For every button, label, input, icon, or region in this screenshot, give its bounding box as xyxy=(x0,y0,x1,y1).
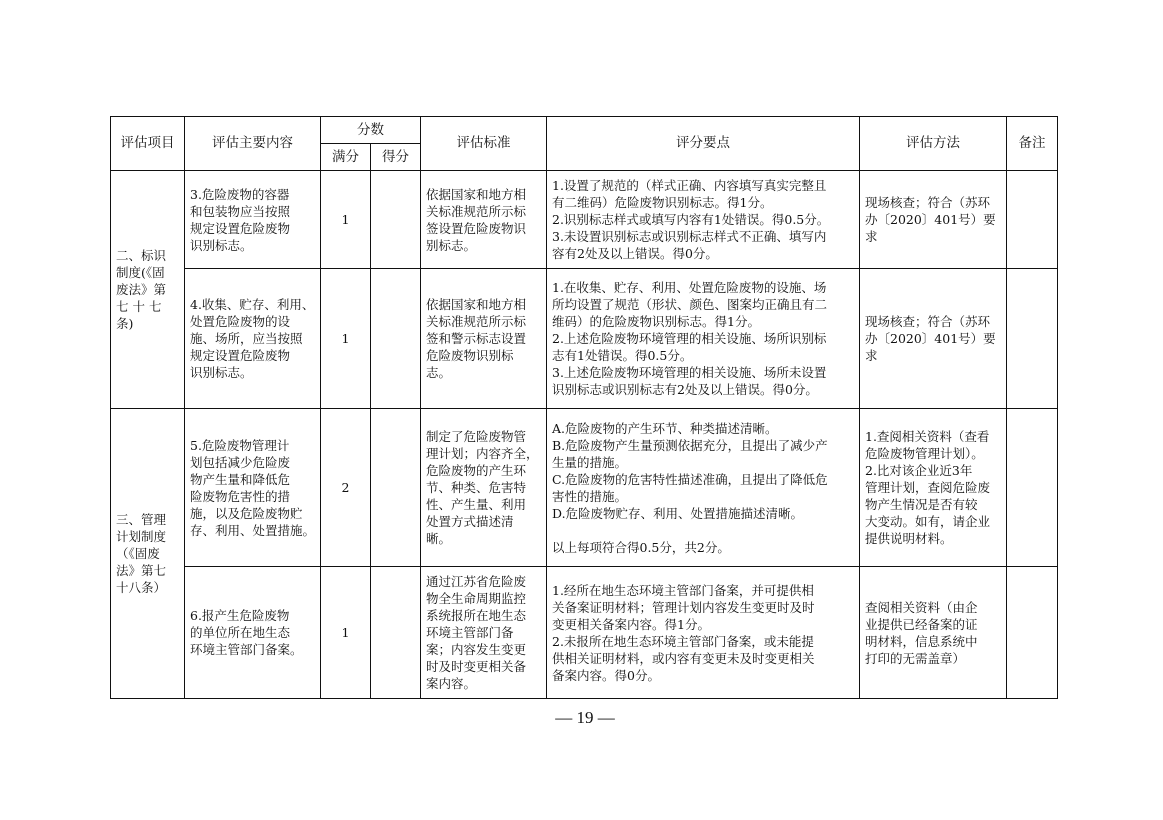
assessment-item: 三、管理 计划制度 （《固废 法》第七 十八条） xyxy=(111,409,185,699)
standard: 依据国家和地方相 关标准规范所示标 签和警示标志设置 危险废物识别标 志。 xyxy=(421,269,547,409)
standard: 依据国家和地方相 关标准规范所示标 签设置危险废物识 别标志。 xyxy=(421,171,547,269)
assessment-item: 二、标识 制度(《固 废法》第 七 十 七 条) xyxy=(111,171,185,409)
full-score: 1 xyxy=(321,269,371,409)
main-content: 5.危险废物管理计 划包括减少危险废 物产生量和降低危 险废物危害性的措 施，以及危险废物贮 存、利用、处置措施。 xyxy=(185,409,321,567)
scoring-points: 1.经所在地生态环境主管部门备案，并可提供相 关备案证明材料；管理计划内容发生变更时及时 变更相关备案内容。得1分。 2.未报所在地生态环境主管部门备案，或未能提 供相关证明材料，或内容有变更未及时变更相关 备案内容。得0分。 xyxy=(547,567,860,699)
table-row xyxy=(111,269,1058,409)
note xyxy=(1007,171,1058,269)
got-score xyxy=(371,567,421,699)
scoring-points: 1.设置了规范的（样式正确、内容填写真实完整且 有二维码）危险废物识别标志。得1分。 2.识别标志样式或填写内容有1处错误。得0.5分。 3.未设置识别标志或识别标志样式不正确、填写内 容有2处及以上错误。得0分。 xyxy=(547,171,860,269)
header-score: 分数 xyxy=(321,117,421,144)
header-got-score: 得分 xyxy=(371,144,421,171)
standard: 制定了危险废物管 理计划；内容齐全， 危险废物的产生环 节、种类、危害特 性、产生量、利用 处置方式描述清 晰。 xyxy=(421,409,547,567)
note xyxy=(1007,409,1058,567)
full-score: 1 xyxy=(321,171,371,269)
header-points: 评分要点 xyxy=(547,117,860,171)
got-score xyxy=(371,171,421,269)
main-content: 6.报产生危险废物 的单位所在地生态 环境主管部门备案。 xyxy=(185,567,321,699)
header-content: 评估主要内容 xyxy=(185,117,321,171)
note xyxy=(1007,567,1058,699)
assessment-table xyxy=(110,116,1058,699)
got-score xyxy=(371,409,421,567)
full-score: 1 xyxy=(321,567,371,699)
method: 现场核查；符合（苏环 办〔2020〕401号）要 求 xyxy=(860,171,1007,269)
header-item: 评估项目 xyxy=(111,117,185,171)
method: 1.查阅相关资料（查看 危险废物管理计划）。 2.比对该企业近3年 管理计划，查阅危险废 物产生情况是否有较 大变动。如有，请企业 提供说明材料。 xyxy=(860,409,1007,567)
header-full-score: 满分 xyxy=(321,144,371,171)
full-score: 2 xyxy=(321,409,371,567)
note xyxy=(1007,269,1058,409)
main-content: 4.收集、贮存、利用、 处置危险废物的设 施、场所，应当按照 规定设置危险废物 识别标志。 xyxy=(185,269,321,409)
got-score xyxy=(371,269,421,409)
header-method: 评估方法 xyxy=(860,117,1007,171)
scoring-points: A.危险废物的产生环节、种类描述清晰。 B.危险废物产生量预测依据充分，且提出了减少产 生量的措施。 C.危险废物的危害特性描述准确，且提出了降低危 害性的措施。 D.危险废物贮存、利用、处置措施描述清晰。 以上每项符合得0.5分，共2分。 xyxy=(547,409,860,567)
table-row xyxy=(111,171,1058,269)
main-content: 3.危险废物的容器 和包装物应当按照 规定设置危险废物 识别标志。 xyxy=(185,171,321,269)
scoring-points: 1.在收集、贮存、利用、处置危险废物的设施、场 所均设置了规范（形状、颜色、图案均正确且有二 维码）的危险废物识别标志。得1分。 2.上述危险废物环境管理的相关设施、场所识别标 志有1处错误。得0.5分。 3.上述危险废物环境管理的相关设施、场所未设置 识别标志或识别标志有2处及以上错误。得0分。 xyxy=(547,269,860,409)
header-note: 备注 xyxy=(1007,117,1058,171)
table-row xyxy=(111,567,1058,699)
header-standard: 评估标准 xyxy=(421,117,547,171)
method: 现场核查；符合（苏环 办〔2020〕401号）要 求 xyxy=(860,269,1007,409)
table-row xyxy=(111,409,1058,567)
method: 查阅相关资料（由企 业提供已经备案的证 明材料，信息系统中 打印的无需盖章） xyxy=(860,567,1007,699)
page-number: — 19 — xyxy=(555,708,615,727)
standard: 通过江苏省危险废 物全生命周期监控 系统报所在地生态 环境主管部门备 案；内容发生变更 时及时变更相关备 案内容。 xyxy=(421,567,547,699)
